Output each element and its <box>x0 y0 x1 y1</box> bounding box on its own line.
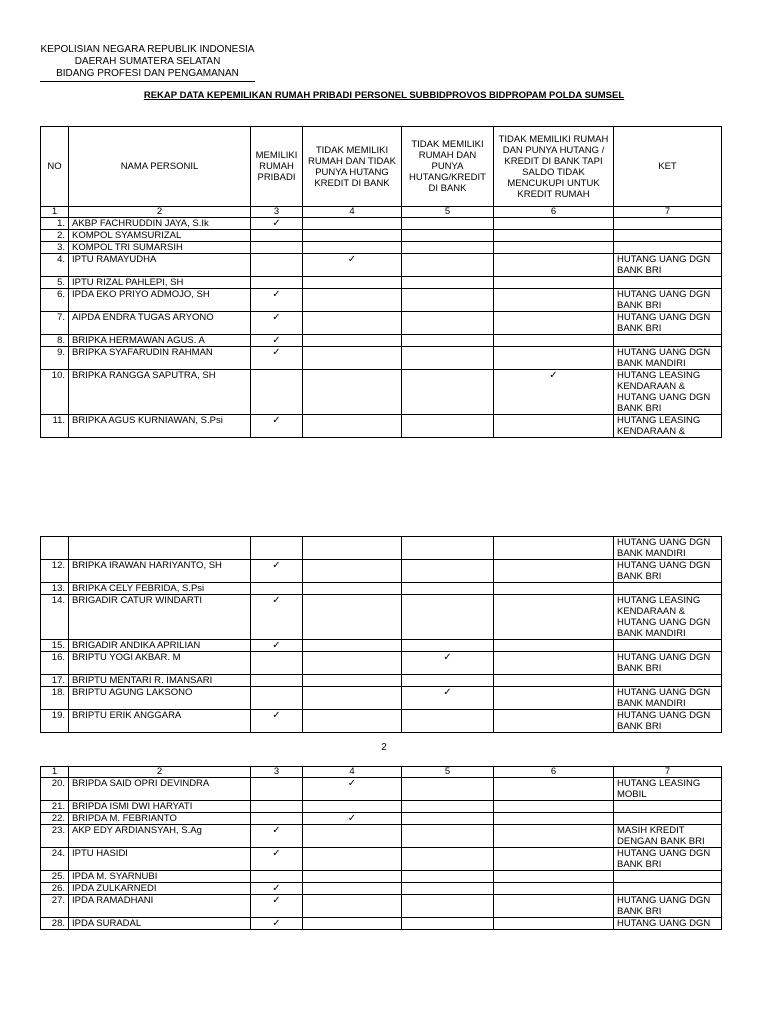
status-cell-col-4 <box>303 801 402 813</box>
status-cell-col-3 <box>251 710 303 733</box>
table-row <box>41 595 722 640</box>
remarks-cell <box>614 813 722 825</box>
row-number: 22. <box>41 813 69 825</box>
status-cell-col-4 <box>303 640 402 652</box>
checkmark-icon: ✓ <box>272 415 281 426</box>
status-cell-col-5 <box>402 675 494 687</box>
table-row <box>41 230 722 242</box>
column-number-row <box>41 767 722 778</box>
status-cell-col-4 <box>303 312 402 335</box>
status-cell-col-6 <box>494 801 614 813</box>
personnel-name: AIPDA ENDRA TUGAS ARYONO <box>69 312 251 335</box>
status-cell-col-3 <box>251 813 303 825</box>
status-cell-col-4 <box>303 583 402 595</box>
personnel-name: IPDA M. SYARNUBI <box>69 871 251 883</box>
status-cell-col-6 <box>494 347 614 370</box>
status-cell-col-3 <box>251 583 303 595</box>
remarks-cell: HUTANG UANG DGN BANK BRI <box>614 895 722 918</box>
personnel-name: AKBP FACHRUDDIN JAYA, S.Ik <box>69 218 251 230</box>
table-row <box>41 848 722 871</box>
table-row <box>41 778 722 801</box>
checkmark-icon: ✓ <box>443 687 452 698</box>
status-cell-col-5 <box>402 560 494 583</box>
row-number: 2. <box>41 230 69 242</box>
header-tidak-memiliki-tanpa-hutang: TIDAK MEMILIKI RUMAH DAN TIDAK PUNYA HUTANG KREDIT DI BANK <box>303 127 402 207</box>
personnel-name: BRIPDA ISMI DWI HARYATI <box>69 801 251 813</box>
row-number: 13. <box>41 583 69 595</box>
status-cell-col-5 <box>402 335 494 347</box>
checkmark-icon: ✓ <box>347 813 357 824</box>
status-cell-col-4 <box>303 254 402 277</box>
status-cell-col-4 <box>303 710 402 733</box>
status-cell-col-5 <box>402 710 494 733</box>
status-cell-col-6 <box>494 710 614 733</box>
column-number: 1 <box>41 207 69 218</box>
table-header-row <box>41 127 722 207</box>
personnel-name: BRIPKA RANGGA SAPUTRA, SH <box>69 370 251 415</box>
personnel-name: BRIPDA M. FEBRIANTO <box>69 813 251 825</box>
header-saldo-tidak-mencukupi: TIDAK MEMILIKI RUMAH DAN PUNYA HUTANG / KREDIT DI BANK TAPI SALDO TIDAK MENCUKUPI UNTUK KREDIT RUMAH <box>494 127 614 207</box>
row-number: 14. <box>41 595 69 640</box>
header-memiliki-rumah: MEMILIKI RUMAH PRIBADI <box>251 127 303 207</box>
column-number: 7 <box>614 207 722 218</box>
column-number: 4 <box>303 207 402 218</box>
checkmark-icon: ✓ <box>272 560 281 571</box>
status-cell-col-3 <box>251 415 303 438</box>
letterhead-line-1: KEPOLISIAN NEGARA REPUBLIK INDONESIA <box>40 44 255 55</box>
status-cell-col-5 <box>402 537 494 560</box>
row-number: 7. <box>41 312 69 335</box>
table-row <box>41 289 722 312</box>
status-cell-col-5 <box>402 640 494 652</box>
status-cell-col-6 <box>494 289 614 312</box>
table-row <box>41 918 722 930</box>
status-cell-col-5 <box>402 871 494 883</box>
status-cell-col-5 <box>402 918 494 930</box>
row-number: 23. <box>41 825 69 848</box>
column-number: 2 <box>69 767 251 778</box>
row-number: 10. <box>41 370 69 415</box>
row-number: 4. <box>41 254 69 277</box>
remarks-cell: HUTANG UANG DGN BANK MANDIRI <box>614 537 722 560</box>
checkmark-icon: ✓ <box>272 312 281 323</box>
remarks-cell: HUTANG UANG DGN BANK BRI <box>614 710 722 733</box>
personnel-name: BRIPKA AGUS KURNIAWAN, S.Psi <box>69 415 251 438</box>
status-cell-col-3 <box>251 312 303 335</box>
personnel-name: AKP EDY ARDIANSYAH, S.Ag <box>69 825 251 848</box>
row-number <box>41 537 69 560</box>
checkmark-icon: ✓ <box>549 370 558 381</box>
status-cell-col-5 <box>402 277 494 289</box>
row-number: 19. <box>41 710 69 733</box>
table-row <box>41 218 722 230</box>
personnel-name: BRIPTU AGUNG LAKSONO <box>69 687 251 710</box>
remarks-cell: HUTANG UANG DGN BANK BRI <box>614 254 722 277</box>
table-row <box>41 640 722 652</box>
remarks-cell: HUTANG LEASING MOBIL <box>614 778 722 801</box>
column-number: 3 <box>251 207 303 218</box>
status-cell-col-5 <box>402 652 494 675</box>
personnel-name: BRIPTU YOGI AKBAR. M <box>69 652 251 675</box>
status-cell-col-6 <box>494 871 614 883</box>
column-number: 4 <box>303 767 402 778</box>
status-cell-col-4 <box>303 242 402 254</box>
row-number: 12. <box>41 560 69 583</box>
status-cell-col-4 <box>303 918 402 930</box>
status-cell-col-6 <box>494 652 614 675</box>
table-row <box>41 895 722 918</box>
row-number: 9. <box>41 347 69 370</box>
status-cell-col-6 <box>494 687 614 710</box>
checkmark-icon: ✓ <box>272 918 281 929</box>
table-row <box>41 883 722 895</box>
column-number: 5 <box>402 207 494 218</box>
status-cell-col-6 <box>494 415 614 438</box>
table-row <box>41 415 722 438</box>
status-cell-col-6 <box>494 218 614 230</box>
status-cell-col-4 <box>303 335 402 347</box>
status-cell-col-4 <box>303 415 402 438</box>
status-cell-col-6 <box>494 825 614 848</box>
status-cell-col-6 <box>494 242 614 254</box>
status-cell-col-5 <box>402 813 494 825</box>
status-cell-col-5 <box>402 289 494 312</box>
status-cell-col-4 <box>303 218 402 230</box>
column-number: 3 <box>251 767 303 778</box>
table-row <box>41 813 722 825</box>
status-cell-col-3 <box>251 242 303 254</box>
row-number: 5. <box>41 277 69 289</box>
status-cell-col-5 <box>402 895 494 918</box>
personnel-name: IPTU HASIDI <box>69 848 251 871</box>
status-cell-col-4 <box>303 560 402 583</box>
header-no: NO <box>41 127 69 207</box>
remarks-cell <box>614 277 722 289</box>
remarks-cell <box>614 230 722 242</box>
status-cell-col-6 <box>494 918 614 930</box>
row-number: 3. <box>41 242 69 254</box>
status-cell-col-6 <box>494 883 614 895</box>
row-number: 15. <box>41 640 69 652</box>
status-cell-col-3 <box>251 289 303 312</box>
status-cell-col-3 <box>251 918 303 930</box>
row-number: 1. <box>41 218 69 230</box>
personnel-name <box>69 537 251 560</box>
status-cell-col-6 <box>494 312 614 335</box>
personnel-name: KOMPOL SYAMSURIZAL <box>69 230 251 242</box>
column-number: 7 <box>614 767 722 778</box>
status-cell-col-3 <box>251 801 303 813</box>
status-cell-col-3 <box>251 652 303 675</box>
status-cell-col-3 <box>251 778 303 801</box>
table-row <box>41 675 722 687</box>
table-row <box>41 347 722 370</box>
header-ket: KET <box>614 127 722 207</box>
status-cell-col-3 <box>251 277 303 289</box>
column-number: 1 <box>41 767 69 778</box>
remarks-cell: HUTANG UANG DGN BANK BRI <box>614 652 722 675</box>
status-cell-col-5 <box>402 825 494 848</box>
personnel-name: KOMPOL TRI SUMARSIH <box>69 242 251 254</box>
remarks-cell <box>614 801 722 813</box>
remarks-cell: HUTANG UANG DGN <box>614 918 722 930</box>
table-row <box>41 277 722 289</box>
letterhead-line-2: DAERAH SUMATERA SELATAN <box>74 56 221 67</box>
house-ownership-table-2 <box>40 536 722 733</box>
status-cell-col-3 <box>251 895 303 918</box>
page-number: 2 <box>381 742 387 753</box>
row-number: 8. <box>41 335 69 347</box>
status-cell-col-3 <box>251 218 303 230</box>
status-cell-col-4 <box>303 687 402 710</box>
status-cell-col-6 <box>494 675 614 687</box>
personnel-name: IPDA RAMADHANI <box>69 895 251 918</box>
remarks-cell <box>614 883 722 895</box>
table-row <box>41 652 722 675</box>
status-cell-col-5 <box>402 595 494 640</box>
checkmark-icon: ✓ <box>272 848 281 859</box>
status-cell-col-4 <box>303 652 402 675</box>
document-title-text: REKAP DATA KEPEMILIKAN RUMAH PRIBADI PERSONEL SUBBIDPROVOS BIDPROPAM POLDA SUMSEL <box>143 90 625 101</box>
checkmark-icon: ✓ <box>272 895 281 906</box>
table-row <box>41 242 722 254</box>
table-row <box>41 560 722 583</box>
status-cell-col-3 <box>251 347 303 370</box>
table-row <box>41 825 722 848</box>
remarks-cell: HUTANG UANG DGN BANK BRI <box>614 560 722 583</box>
table-row <box>41 583 722 595</box>
status-cell-col-6 <box>494 778 614 801</box>
status-cell-col-6 <box>494 335 614 347</box>
status-cell-col-6 <box>494 583 614 595</box>
row-number: 28. <box>41 918 69 930</box>
checkmark-icon: ✓ <box>272 595 281 606</box>
status-cell-col-4 <box>303 347 402 370</box>
table-row <box>41 254 722 277</box>
status-cell-col-6 <box>494 254 614 277</box>
column-number: 6 <box>494 767 614 778</box>
remarks-cell <box>614 871 722 883</box>
checkmark-icon: ✓ <box>272 347 281 358</box>
status-cell-col-3 <box>251 848 303 871</box>
status-cell-col-6 <box>494 277 614 289</box>
status-cell-col-6 <box>494 230 614 242</box>
column-number-row <box>41 207 722 218</box>
remarks-cell: HUTANG UANG DGN BANK BRI <box>614 312 722 335</box>
status-cell-col-5 <box>402 801 494 813</box>
row-number: 21. <box>41 801 69 813</box>
remarks-cell <box>614 335 722 347</box>
remarks-cell <box>614 583 722 595</box>
status-cell-col-4 <box>303 895 402 918</box>
remarks-cell <box>614 242 722 254</box>
row-number: 6. <box>41 289 69 312</box>
status-cell-col-4 <box>303 848 402 871</box>
status-cell-col-3 <box>251 595 303 640</box>
status-cell-col-5 <box>402 583 494 595</box>
status-cell-col-3 <box>251 230 303 242</box>
status-cell-col-3 <box>251 675 303 687</box>
table-row <box>41 801 722 813</box>
status-cell-col-5 <box>402 687 494 710</box>
status-cell-col-5 <box>402 347 494 370</box>
row-number: 20. <box>41 778 69 801</box>
status-cell-col-4 <box>303 778 402 801</box>
status-cell-col-3 <box>251 537 303 560</box>
status-cell-col-5 <box>402 883 494 895</box>
personnel-name: BRIPTU MENTARI R. IMANSARI <box>69 675 251 687</box>
row-number: 16. <box>41 652 69 675</box>
personnel-name: BRIPKA IRAWAN HARIYANTO, SH <box>69 560 251 583</box>
status-cell-col-5 <box>402 254 494 277</box>
status-cell-col-4 <box>303 277 402 289</box>
personnel-name: BRIPDA SAID OPRI DEVINDRA <box>69 778 251 801</box>
status-cell-col-4 <box>303 537 402 560</box>
remarks-cell <box>614 640 722 652</box>
status-cell-col-3 <box>251 883 303 895</box>
table-row <box>41 537 722 560</box>
checkmark-icon: ✓ <box>443 652 452 663</box>
house-ownership-table-3 <box>40 766 722 930</box>
checkmark-icon: ✓ <box>272 218 281 229</box>
status-cell-col-4 <box>303 230 402 242</box>
row-number: 11. <box>41 415 69 438</box>
column-number: 6 <box>494 207 614 218</box>
status-cell-col-5 <box>402 242 494 254</box>
personnel-name: BRIGADIR CATUR WINDARTI <box>69 595 251 640</box>
status-cell-col-6 <box>494 560 614 583</box>
checkmark-icon: ✓ <box>272 640 281 651</box>
checkmark-icon: ✓ <box>347 778 357 789</box>
status-cell-col-6 <box>494 595 614 640</box>
status-cell-col-3 <box>251 254 303 277</box>
remarks-cell: HUTANG LEASING KENDARAAN & HUTANG UANG DGN BANK BRI <box>614 370 722 415</box>
checkmark-icon: ✓ <box>272 883 281 894</box>
row-number: 26. <box>41 883 69 895</box>
row-number: 24. <box>41 848 69 871</box>
status-cell-col-4 <box>303 595 402 640</box>
checkmark-icon: ✓ <box>272 289 281 300</box>
row-number: 25. <box>41 871 69 883</box>
table-row <box>41 871 722 883</box>
checkmark-icon: ✓ <box>272 825 281 836</box>
header-nama-personil: NAMA PERSONIL <box>69 127 251 207</box>
status-cell-col-5 <box>402 778 494 801</box>
personnel-name: IPDA EKO PRIYO ADMOJO, SH <box>69 289 251 312</box>
personnel-name: BRIPKA CELY FEBRIDA, S.Psi <box>69 583 251 595</box>
column-number: 2 <box>69 207 251 218</box>
status-cell-col-3 <box>251 560 303 583</box>
status-cell-col-5 <box>402 415 494 438</box>
house-ownership-table-1 <box>40 126 722 438</box>
status-cell-col-5 <box>402 848 494 871</box>
personnel-name: IPDA SURADAL <box>69 918 251 930</box>
remarks-cell <box>614 218 722 230</box>
table-row <box>41 312 722 335</box>
letterhead <box>40 44 255 82</box>
header-tidak-memiliki-punya-hutang: TIDAK MEMILIKI RUMAH DAN PUNYA HUTANG/KREDIT DI BANK <box>402 127 494 207</box>
personnel-name: BRIPTU ERIK ANGGARA <box>69 710 251 733</box>
status-cell-col-3 <box>251 640 303 652</box>
personnel-name: BRIGADIR ANDIKA APRILIAN <box>69 640 251 652</box>
remarks-cell: HUTANG LEASING KENDARAAN & HUTANG UANG DGN BANK MANDIRI <box>614 595 722 640</box>
personnel-name: IPTU RAMAYUDHA <box>69 254 251 277</box>
remarks-cell: HUTANG UANG DGN BANK BRI <box>614 848 722 871</box>
status-cell-col-6 <box>494 848 614 871</box>
status-cell-col-4 <box>303 883 402 895</box>
remarks-cell: HUTANG UANG DGN BANK MANDIRI <box>614 347 722 370</box>
status-cell-col-6 <box>494 813 614 825</box>
letterhead-line-3: BIDANG PROFESI DAN PENGAMANAN <box>40 68 255 82</box>
status-cell-col-4 <box>303 675 402 687</box>
personnel-name: BRIPKA SYAFARUDIN RAHMAN <box>69 347 251 370</box>
status-cell-col-6 <box>494 895 614 918</box>
personnel-name: BRIPKA HERMAWAN AGUS. A <box>69 335 251 347</box>
status-cell-col-3 <box>251 871 303 883</box>
column-number: 5 <box>402 767 494 778</box>
status-cell-col-6 <box>494 537 614 560</box>
status-cell-col-6 <box>494 640 614 652</box>
checkmark-icon: ✓ <box>272 710 281 721</box>
table-row <box>41 335 722 347</box>
personnel-name: IPDA ZULKARNEDI <box>69 883 251 895</box>
status-cell-col-5 <box>402 370 494 415</box>
status-cell-col-5 <box>402 230 494 242</box>
remarks-cell: HUTANG UANG DGN BANK MANDIRI <box>614 687 722 710</box>
status-cell-col-3 <box>251 687 303 710</box>
remarks-cell: HUTANG LEASING KENDARAAN & <box>614 415 722 438</box>
status-cell-col-4 <box>303 813 402 825</box>
checkmark-icon: ✓ <box>347 254 357 265</box>
status-cell-col-6 <box>494 370 614 415</box>
status-cell-col-5 <box>402 312 494 335</box>
table-row <box>41 687 722 710</box>
remarks-cell <box>614 675 722 687</box>
table-row <box>41 370 722 415</box>
status-cell-col-5 <box>402 218 494 230</box>
table-row <box>41 710 722 733</box>
status-cell-col-4 <box>303 825 402 848</box>
status-cell-col-3 <box>251 370 303 415</box>
remarks-cell: MASIH KREDIT DENGAN BANK BRI <box>614 825 722 848</box>
remarks-cell: HUTANG UANG DGN BANK BRI <box>614 289 722 312</box>
status-cell-col-4 <box>303 370 402 415</box>
document-title <box>0 90 768 101</box>
status-cell-col-4 <box>303 289 402 312</box>
status-cell-col-3 <box>251 825 303 848</box>
status-cell-col-3 <box>251 335 303 347</box>
status-cell-col-4 <box>303 871 402 883</box>
row-number: 17. <box>41 675 69 687</box>
row-number: 18. <box>41 687 69 710</box>
row-number: 27. <box>41 895 69 918</box>
personnel-name: IPTU RIZAL PAHLEPI, SH <box>69 277 251 289</box>
checkmark-icon: ✓ <box>272 335 281 346</box>
